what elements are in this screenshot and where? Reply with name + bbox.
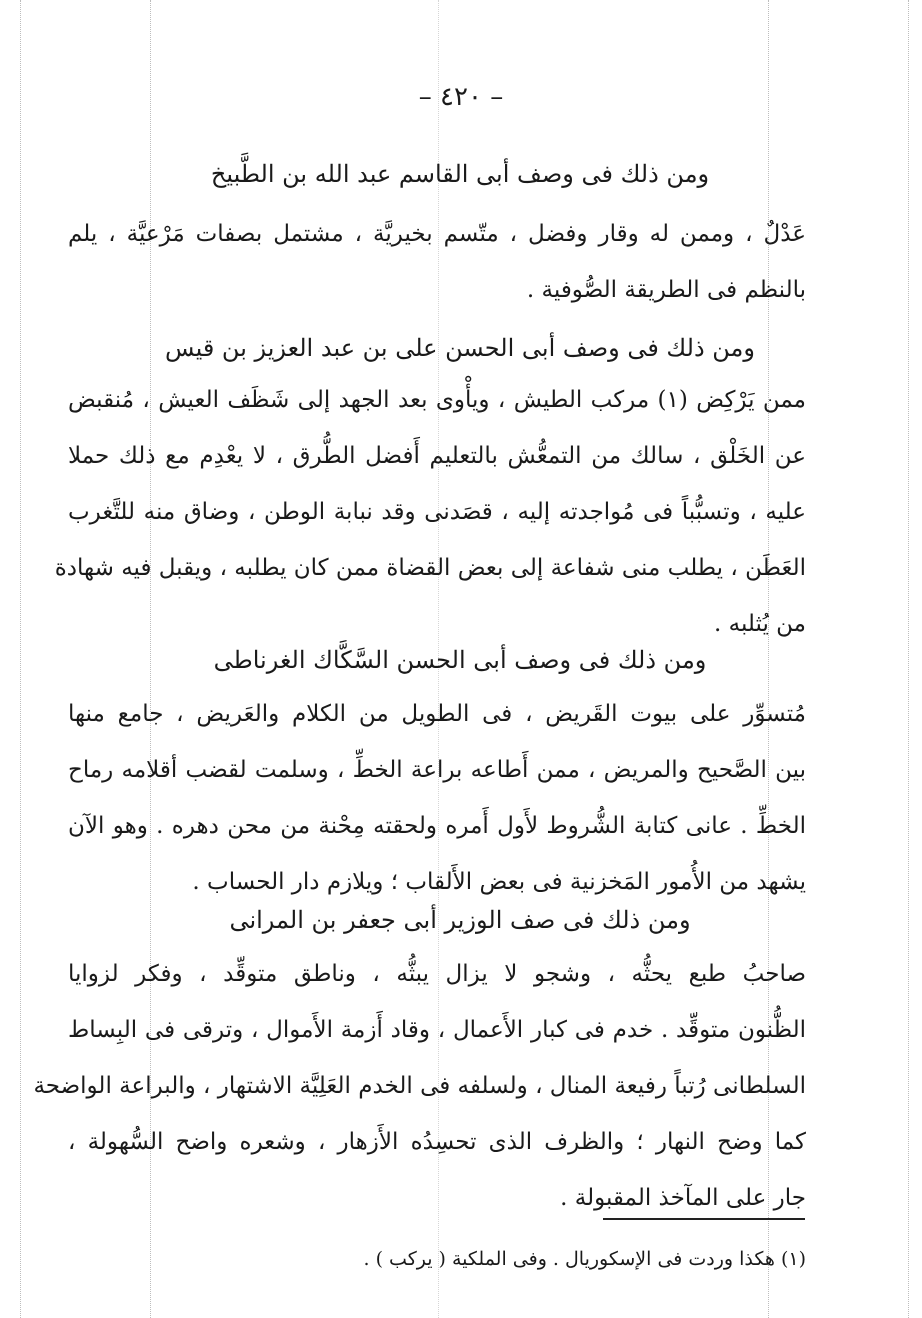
text-line: مُتسوِّر على بيوت القَريض ، فى الطويل من الكلام والعَريض ، جامع منها [68, 701, 806, 727]
text-line: صاحبُ طبع يحثُّه ، وشجو لا يزال يبثُّه ، وناطق متوقِّد ، وفكر لزوايا [68, 961, 806, 987]
text-line: الظُّنون متوقِّد . خدم فى كبار الأَعمال ، وقاد أَزمة الأَموال ، وترقى فى البِساط [68, 1017, 806, 1043]
section-heading-1: ومن ذلك فى وصف أبى القاسم عبد الله بن الطَّبيخ [210, 160, 710, 188]
text-line: من يُثلبه . [714, 611, 806, 637]
text-line: كما وضح النهار ؛ والظرف الذى تحسِدُه الأَزهار ، وشعره واضح السُّهولة ، [68, 1129, 806, 1155]
section-body-2 [54, 372, 806, 652]
text-line: عليه ، وتسبُّباً فى مُواجدته إليه ، قصَدنى وقد نبابة الوطن ، وضاق منه للتَّغرب [68, 499, 806, 525]
section-heading-4: ومن ذلك فى صف الوزير أبى جعفر بن المرانى [229, 906, 691, 934]
section-body-1 [68, 206, 806, 318]
text-line: العَطَن ، يطلب منى شفاعة إلى بعض القضاة ممن كان يطلبه ، ويقبل فيه شهادة [54, 555, 806, 581]
text-line: بين الصَّحيح والمريض ، ممن أَطاعه براعة الخطِّ ، وسلمت لقضب أقلامه رماح [68, 757, 806, 783]
scan-edge-right [908, 0, 909, 1318]
text-line: ممن يَرْكِض (١) مركب الطيش ، ويأْوى بعد الجهد إلى شَظَف العيش ، مُنقبض [68, 387, 806, 413]
text-line: عَدْلٌ ، وممن له وقار وفضل ، متّسم بخيريَّة ، مشتمل بصفات مَرْعيَّة ، يلم [68, 221, 806, 247]
footnote: (١) هكذا وردت فى الإسكوريال . وفى الملكية ( يركب ) . [363, 1248, 806, 1270]
footnote-rule [603, 1218, 805, 1220]
scan-edge-left [20, 0, 21, 1318]
text-line: السلطانى رُتباً رفيعة المنال ، ولسلفه فى الخدم العَلِيَّة الاشتهار ، والبراعة الواضحة [33, 1073, 806, 1099]
text-line: الخطِّ . عانى كتابة الشُّروط لأَول أَمره ولحقته مِحْنة من محن دهره . وهو الآن [68, 813, 806, 839]
text-line: عن الخَلْق ، سالك من التمعُّش بالتعليم أَفضل الطُّرق ، لا يعْدِم مع ذلك حملا [68, 443, 806, 469]
page-number: – ٤٢٠ – [418, 82, 504, 112]
section-body-4 [33, 946, 806, 1226]
section-heading-3: ومن ذلك فى وصف أبى الحسن السَّكَّاك الغرناطى [213, 646, 707, 674]
text-line: بالنظم فى الطريقة الصُّوفية . [526, 277, 806, 303]
text-line: جار على المآخذ المقبولة . [560, 1185, 806, 1211]
section-heading-2: ومن ذلك فى وصف أبى الحسن على بن عبد العزيز بن قيس [164, 334, 755, 362]
section-body-3 [68, 686, 806, 910]
text-line: يشهد من الأُمور المَخزنية فى بعض الأَلقاب ؛ ويلازم دار الحساب . [192, 869, 806, 895]
